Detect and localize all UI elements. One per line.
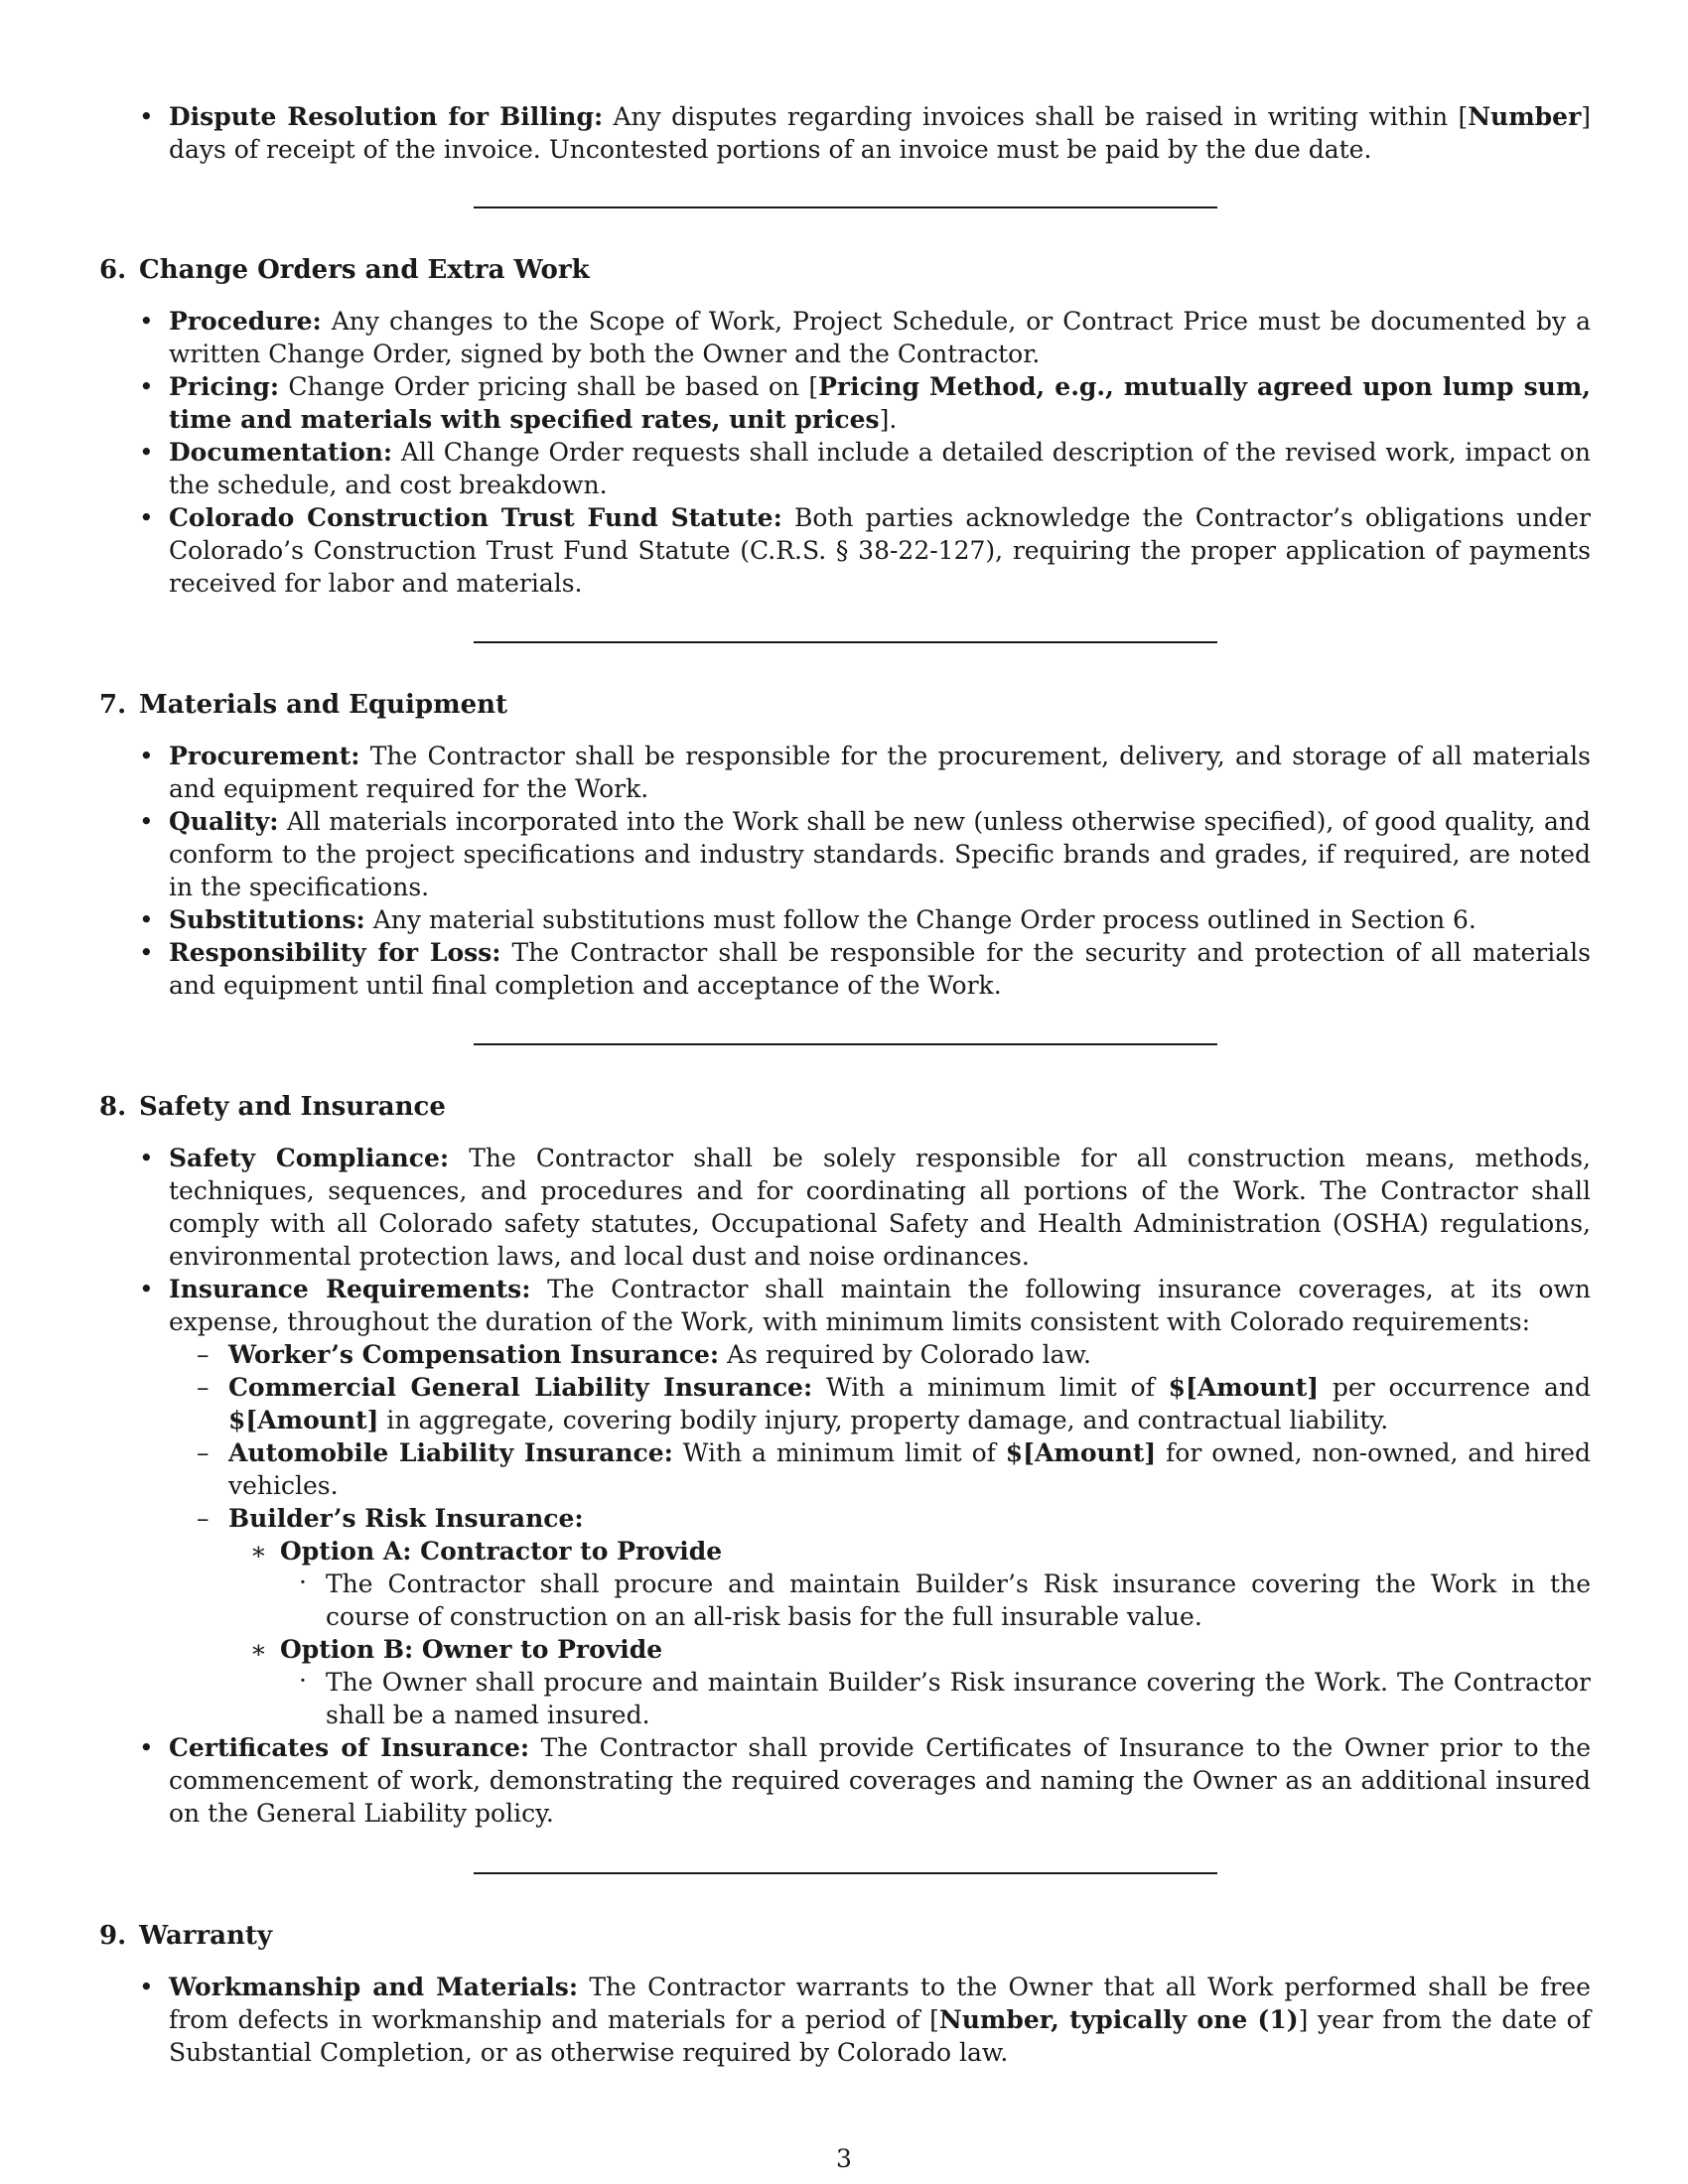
item-label: Dispute Resolution for Billing: xyxy=(169,102,604,131)
section-heading: 8. Safety and Insurance xyxy=(99,1092,446,1122)
section-title: Warranty xyxy=(139,1921,273,1951)
option-item: ∗ Option A: Contractor to Provide · The Contractor shall procure and maintain Builder’s Risk insurance covering the Work in the course of construction on an all-risk basis for the full insurable value. xyxy=(250,1537,1591,1631)
section-divider xyxy=(474,641,1217,643)
section-divider xyxy=(474,1872,1217,1874)
asterisk-marker: ∗ xyxy=(250,1537,267,1566)
list-item: • Responsibility for Loss: The Contractor shall be responsible for the security and protection of all materials and equipment until final completion and acceptance of the Work. xyxy=(139,938,1591,1000)
dash-marker: – xyxy=(197,1340,210,1369)
option-b-detail xyxy=(280,1666,1591,1731)
list-item: • Dispute Resolution for Billing: Any disputes regarding invoices shall be raised in writing within [Number] days of receipt of the invoice. Uncontested portions of an invoice must be paid by the due date. xyxy=(139,102,1592,164)
sub-list-item: – Automobile Liability Insurance: With a minimum limit of $[Amount] for owned, non-owned, and hired vehicles. xyxy=(197,1438,1592,1500)
insurance-sublist xyxy=(169,1338,1591,1731)
bullet: • xyxy=(139,807,154,836)
section-title: Change Orders and Extra Work xyxy=(139,255,590,285)
sub-list-item: – Worker’s Compensation Insurance: As required by Colorado law. xyxy=(197,1340,1091,1369)
list-item: • Procurement: The Contractor shall be responsible for the procurement, delivery, and storage of all materials and equipment required for the Work. xyxy=(139,742,1591,803)
asterisk-marker: ∗ xyxy=(250,1635,267,1664)
bullet: • xyxy=(139,102,154,131)
dot-marker: · xyxy=(299,1568,307,1596)
list-item: • Quality: All materials incorporated into the Work shall be new (unless otherwise specified), of good quality, and conform to the project specifications and industry standards. Specific brands and grades, if required, are noted in the specifications. xyxy=(139,807,1591,901)
section-heading: 6. Change Orders and Extra Work xyxy=(99,255,590,285)
list-item: • Safety Compliance: The Contractor shall be solely responsible for all construction means, methods, techniques, sequences, and procedures and for coordinating all portions of the Work. The Contractor shall comply with all Colorado safety statutes, Occupational Safety and Health Administration (OSHA) regulations, environmental protection laws, and local dust and noise ordinances. xyxy=(139,1144,1592,1271)
section-heading: 7. Materials and Equipment xyxy=(99,690,508,720)
option-item: ∗ Option B: Owner to Provide · The Owner shall procure and maintain Builder’s Risk insurance covering the Work. The Contractor shall be a named insured. xyxy=(250,1635,1591,1729)
dot-marker: · xyxy=(299,1666,307,1695)
bullet: • xyxy=(139,372,154,401)
sub-list-item: – Builder’s Risk Insurance: ∗ Option A: Contractor to Provide · The Contractor shall procure and maintain Builder’s Risk insurance covering the Work in the course of construction on an all-risk basis for the full insurable value. ∗ Option B: Owner to Provide · The Owner shall procure and maintain Builder’s Risk insurance covering the Work. The Contractor shall be a named insured. xyxy=(197,1504,1591,1729)
section-divider xyxy=(474,206,1217,208)
page-number: 3 xyxy=(836,2144,852,2173)
bullet: • xyxy=(139,905,154,934)
section-9-list xyxy=(139,1971,1591,2069)
section-title: Materials and Equipment xyxy=(139,690,508,720)
list-item: • Documentation: All Change Order requests shall include a detailed description of the revised work, impact on the schedule, and cost breakdown. xyxy=(139,438,1591,499)
bullet: • xyxy=(139,742,154,770)
bullet: • xyxy=(139,438,154,467)
option-a-detail xyxy=(280,1568,1591,1633)
sub-list-item: – Commercial General Liability Insurance: With a minimum limit of $[Amount] per occurrence and $[Amount] in aggregate, covering bodily injury, property damage, and contractual liability. xyxy=(197,1373,1591,1434)
dash-marker: – xyxy=(197,1438,210,1467)
list-item: • Certificates of Insurance: The Contractor shall provide Certificates of Insurance to the Owner prior to the commencement of work, demonstrating the required coverages and naming the Owner as an additional insured on the General Liability policy. xyxy=(139,1733,1591,1828)
list-item: • Pricing: Change Order pricing shall be based on [Pricing Method, e.g., mutually agreed upon lump sum, time and materials with specified rates, unit prices]. xyxy=(139,372,1591,434)
bullet: • xyxy=(139,307,154,336)
section-divider xyxy=(474,1043,1217,1045)
bullet: • xyxy=(139,938,154,967)
section-6-list xyxy=(139,305,1591,600)
list-item: • Colorado Construction Trust Fund Statute: Both parties acknowledge the Contractor’s obligations under Colorado’s Construction Trust Fund Statute (C.R.S. § 38-22-127), requiring the proper application of payments received for labor and materials. xyxy=(139,503,1591,598)
bullet: • xyxy=(139,503,154,532)
bullet: • xyxy=(139,1144,154,1172)
section-7-list xyxy=(139,740,1591,1002)
list-item: • Workmanship and Materials: The Contractor warrants to the Owner that all Work performed shall be free from defects in workmanship and materials for a period of [Number, typically one (1)] year from the date of Substantial Completion, or as otherwise required by Colorado law. xyxy=(139,1973,1591,2067)
bullet: • xyxy=(139,1275,154,1303)
dash-marker: – xyxy=(197,1373,210,1402)
list-item: • Insurance Requirements: The Contractor shall maintain the following insurance coverages, at its own expense, throughout the duration of the Work, with minimum limits consistent with Colorado requirements: – Worker’s Compensation Insurance: As required by Colorado law. – Commercial General Liability Insurance: With a minimum limit of $[Amount] per occurrence and $[Amount] in aggregate, covering bodily injury, property damage, and contractual liability. – Automobile Liability Insurance: With a minimum limit of $[Amount] for owned, non-owned, and hired vehicles. – Builder’s Risk Insurance: ∗ Option A: Contractor to Provide · The Contractor shall procure and maintain Builder’s Risk insurance covering the Work in the course of construction on an all-risk basis for the full insurable value. ∗ Option B: Owner to Provide · The Owner shall procure and maintain Builder’s Risk insurance covering the Work. The Contractor shall be a named insured. xyxy=(139,1275,1592,1729)
bullet: • xyxy=(139,1973,154,2001)
section-heading: 9. Warranty xyxy=(99,1921,273,1951)
builders-risk-options xyxy=(228,1535,1591,1731)
section-8-list xyxy=(139,1142,1592,1830)
option-detail-item: · The Contractor shall procure and maintain Builder’s Risk insurance covering the Work in the course of construction on an all-risk basis for the full insurable value. xyxy=(299,1568,1591,1631)
section-5-list xyxy=(139,100,1592,166)
dash-marker: – xyxy=(197,1504,210,1533)
list-item: • Substitutions: Any material substitutions must follow the Change Order process outlined in Section 6. xyxy=(139,905,1477,934)
list-item: • Procedure: Any changes to the Scope of Work, Project Schedule, or Contract Price must be documented by a written Change Order, signed by both the Owner and the Contractor. xyxy=(139,307,1591,368)
option-detail-item: · The Owner shall procure and maintain Builder’s Risk insurance covering the Work. The Contractor shall be a named insured. xyxy=(299,1666,1591,1729)
bullet: • xyxy=(139,1733,154,1762)
section-title: Safety and Insurance xyxy=(139,1092,446,1122)
